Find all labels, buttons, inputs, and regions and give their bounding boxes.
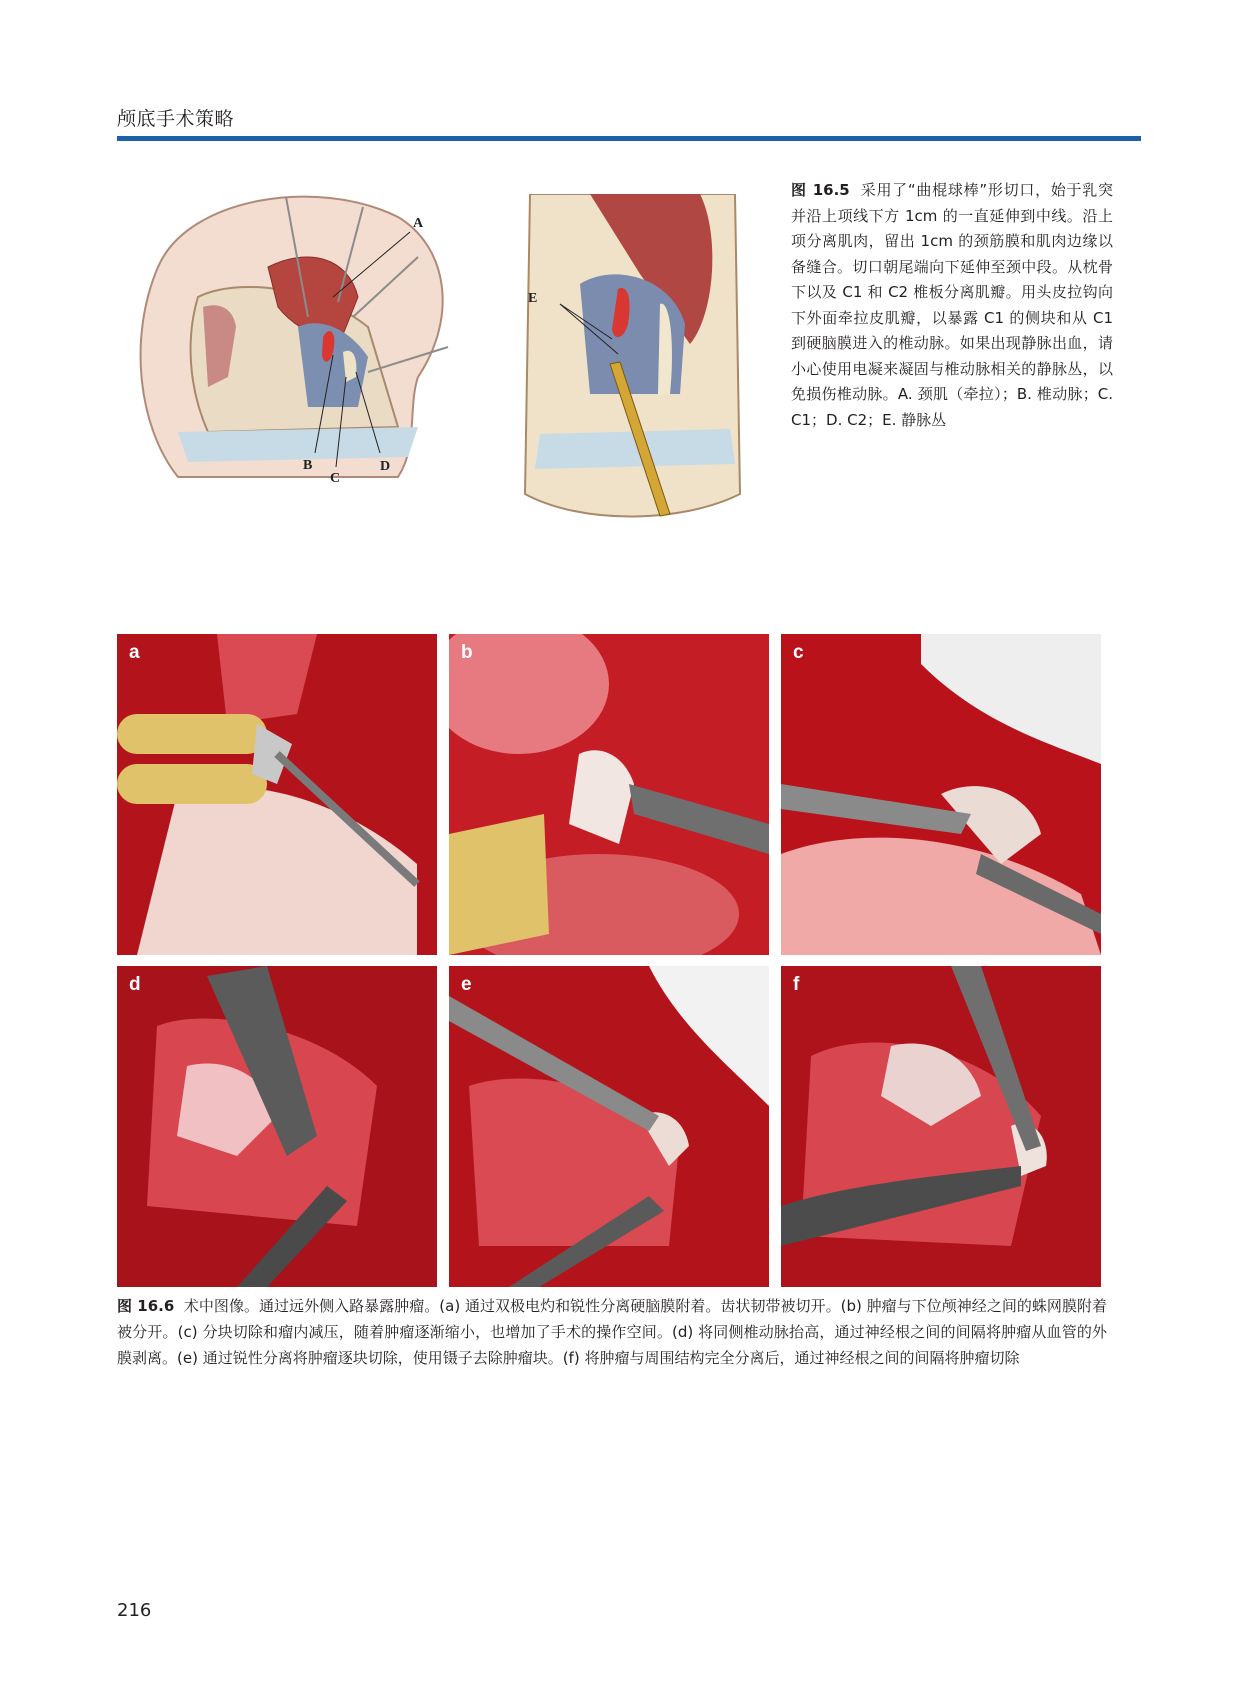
surgical-illustration-right bbox=[520, 194, 745, 522]
panel-letter-f: f bbox=[793, 974, 800, 995]
panel-letter-a: a bbox=[129, 642, 140, 663]
photo-panel-a bbox=[117, 634, 437, 955]
surgical-photo-a bbox=[117, 634, 437, 955]
page-number: 216 bbox=[117, 1600, 152, 1621]
figure-16-5-right-illustration bbox=[520, 194, 745, 522]
label-b: B bbox=[303, 458, 313, 473]
surgical-illustration-left bbox=[118, 177, 474, 517]
panel-letter-c: c bbox=[793, 642, 804, 663]
panel-letter-b: b bbox=[461, 642, 473, 663]
surgical-photo-b bbox=[449, 634, 769, 955]
label-e: E bbox=[528, 291, 538, 306]
label-c: C bbox=[330, 471, 341, 486]
label-d: D bbox=[380, 459, 391, 474]
photo-panel-b bbox=[449, 634, 769, 955]
figure-16-6-label: 图 16.6 bbox=[117, 1297, 175, 1315]
surgical-photo-d bbox=[117, 966, 437, 1287]
figure-16-5-label: 图 16.5 bbox=[791, 181, 850, 199]
photo-panel-e bbox=[449, 966, 769, 1287]
figure-16-5-left-illustration bbox=[118, 177, 474, 517]
figure-16-6-caption-text: 术中图像。通过远外侧入路暴露肿瘤。(a) 通过双极电灼和锐性分离硬脑膜附着。齿状韧带被切开。(b) 肿瘤与下位颅神经之间的蛛网膜附着被分开。(c) 分块切除和瘤内减压，随着肿瘤逐渐缩小，也增加了手术的操作空间。(d) 将同侧椎动脉抬高，通过神经根之间的间隔将肿瘤从血管的外膜剥离。(e) 通过锐性分离将肿瘤逐块切除，使用镊子去除肿瘤块。(f) 将肿瘤与周围结构完全分离后，通过神经根之间的间隔将肿瘤切除 bbox=[117, 1297, 1107, 1367]
photo-panel-c bbox=[781, 634, 1101, 955]
surgical-photo-c bbox=[781, 634, 1101, 955]
photo-panel-d bbox=[117, 966, 437, 1287]
figure-16-6-caption bbox=[117, 1293, 1107, 1371]
figure-16-5-caption bbox=[791, 178, 1113, 433]
panel-letter-d: d bbox=[129, 974, 141, 995]
surgical-photo-e bbox=[449, 966, 769, 1287]
header-rule bbox=[117, 136, 1141, 141]
running-header: 颅底手术策略 bbox=[117, 108, 235, 130]
surgical-photo-f bbox=[781, 966, 1101, 1287]
photo-panel-f bbox=[781, 966, 1101, 1287]
panel-letter-e: e bbox=[461, 974, 472, 995]
figure-16-5-caption-text: 采用了“曲棍球棒”形切口，始于乳突并沿上项线下方 1cm 的一直延伸到中线。沿上项分离肌肉，留出 1cm 的颈筋膜和肌肉边缘以备缝合。切口朝尾端向下延伸至颈中段。从枕骨下以及 C1 和 C2 椎板分离肌瓣。用头皮拉钩向下外面牵拉皮肌瓣，以暴露 C1 的侧块和从 C1 到硬脑膜进入的椎动脉。如果出现静脉出血，请小心使用电凝来凝固与椎动脉相关的静脉丛，以免损伤椎动脉。A. 颈肌（牵拉）；B. 椎动脉；C. C1；D. C2；E. 静脉丛 bbox=[791, 181, 1113, 429]
label-a: A bbox=[413, 216, 424, 231]
